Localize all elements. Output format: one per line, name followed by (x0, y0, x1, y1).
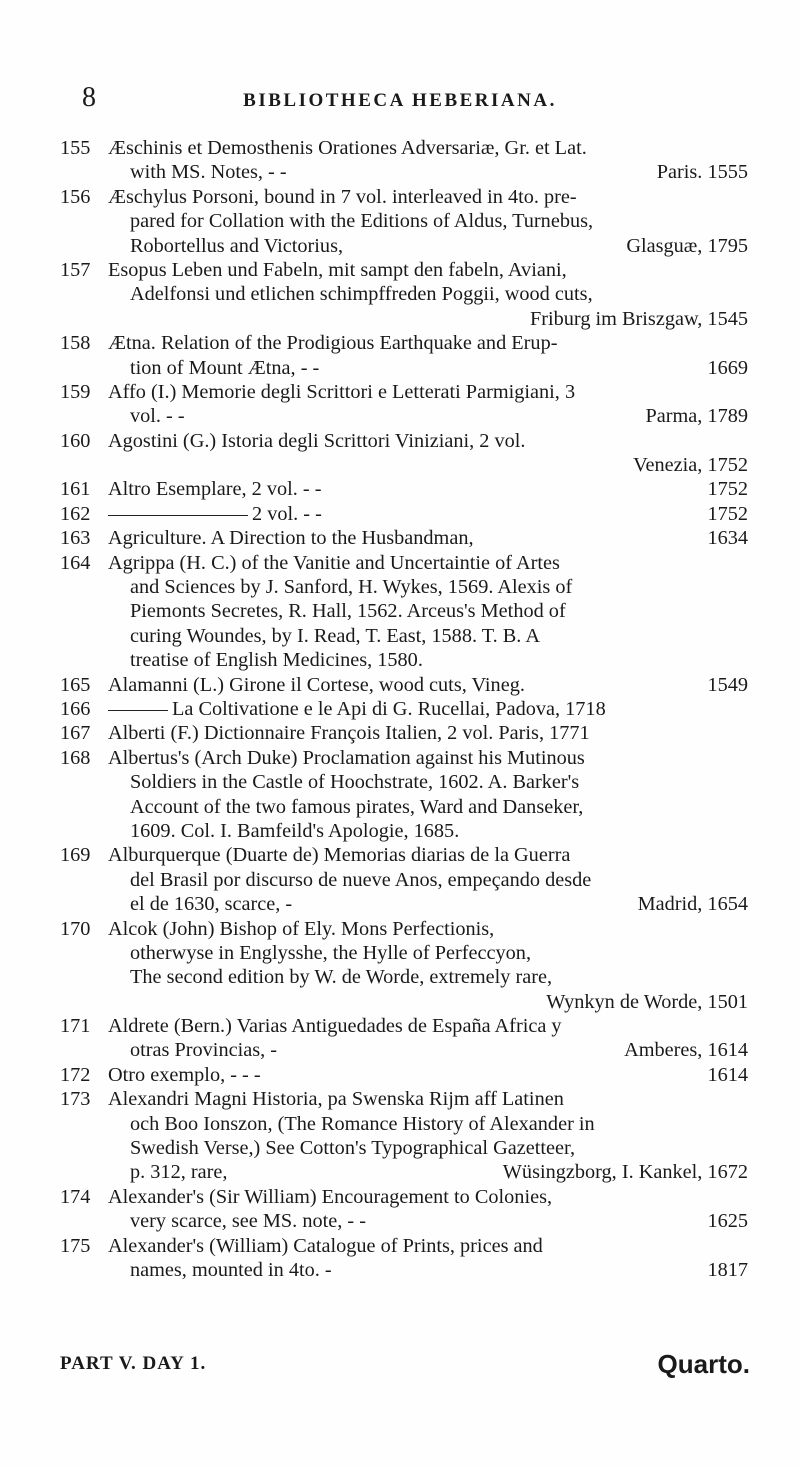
entry-line (108, 282, 748, 306)
entry-text: Esopus Leben und Fabeln, mit sampt den fabeln, Aviani, (108, 258, 567, 281)
entry-number: 159 (60, 380, 91, 403)
entry-line (108, 453, 748, 477)
entry-imprint: Wynkyn de Worde, 1501 (546, 990, 748, 1013)
catalogue-entry (60, 380, 748, 429)
entry-number: 158 (60, 332, 91, 355)
entry-text: Ætna. Relation of the Prodigious Earthquake and Erup- (108, 332, 558, 355)
catalogue-entry (60, 843, 748, 916)
entry-number: 163 (60, 527, 91, 550)
catalogue-entry (60, 1014, 748, 1063)
page-number: 8 (82, 82, 96, 113)
entry-line (108, 551, 748, 575)
entry-line (108, 819, 748, 843)
entry-imprint: 1752 (707, 478, 748, 501)
entry-text: Piemonts Secretes, R. Hall, 1562. Arceus's Method of (130, 600, 566, 623)
entry-number: 157 (60, 258, 91, 281)
entry-line (108, 258, 748, 282)
entry-line (108, 721, 748, 745)
entry-line (108, 1185, 748, 1209)
entry-line (108, 1234, 748, 1258)
entry-text: Alamanni (L.) Girone il Cortese, wood cuts, Vineg. (108, 673, 525, 696)
catalogue-entry (60, 1185, 748, 1234)
catalogue-entry (60, 136, 748, 185)
entry-text: Alberti (F.) Dictionnaire François Italien, 2 vol. Paris, 1771 (108, 722, 590, 745)
entry-line (108, 868, 748, 892)
entry-imprint: Venezia, 1752 (633, 454, 748, 477)
entry-imprint: Friburg im Briszgaw, 1545 (529, 307, 748, 330)
entry-line (108, 356, 748, 380)
entry-line (108, 697, 748, 721)
entry-line (108, 404, 748, 428)
entry-number: 172 (60, 1063, 91, 1086)
catalogue-entry (60, 746, 748, 844)
entry-text: treatise of English Medicines, 1580. (130, 649, 423, 672)
entry-line (108, 526, 748, 550)
entry-text: Soldiers in the Castle of Hoochstrate, 1602. A. Barker's (130, 771, 580, 794)
entry-imprint: 1614 (707, 1063, 748, 1086)
entry-line (108, 234, 748, 258)
entry-line (108, 843, 748, 867)
entry-number: 167 (60, 722, 91, 745)
entry-text: very scarce, see MS. note, - - (130, 1210, 366, 1233)
entry-imprint: 1634 (707, 527, 748, 550)
entry-text: Affo (I.) Memorie degli Scrittori e Letterati Parmigiani, 3 (108, 380, 576, 403)
entry-line (108, 917, 748, 941)
entry-text: Swedish Verse,) See Cotton's Typographical Gazetteer, (130, 1137, 576, 1160)
entry-number: 174 (60, 1185, 91, 1208)
entry-number: 161 (60, 478, 91, 501)
catalogue-entry (60, 697, 748, 721)
entry-line (108, 1136, 748, 1160)
catalogue-entry (60, 502, 748, 526)
entry-imprint: 1625 (707, 1210, 748, 1233)
entry-line (108, 185, 748, 209)
entry-number: 168 (60, 746, 91, 769)
entry-text: Robortellus and Victorius, (130, 234, 344, 257)
entry-number: 164 (60, 551, 91, 574)
entry-imprint: 1817 (707, 1258, 748, 1281)
entry-line (108, 599, 748, 623)
catalogue-entry (60, 331, 748, 380)
entry-line (108, 673, 748, 697)
entry-text: Aldrete (Bern.) Varias Antiguedades de España Africa y (108, 1015, 562, 1038)
entry-line (108, 746, 748, 770)
ditto-dash (108, 515, 248, 516)
entry-imprint: 1549 (707, 673, 748, 696)
entry-text: vol. - - (130, 405, 185, 428)
entry-line (108, 209, 748, 233)
catalogue-entry (60, 1234, 748, 1283)
entry-text: Adelfonsi und etlichen schimpffreden Poggii, wood cuts, (130, 283, 593, 306)
entry-line (108, 1014, 748, 1038)
entry-line (108, 1087, 748, 1111)
entry-line (108, 1063, 748, 1087)
entry-number: 171 (60, 1015, 91, 1038)
entry-line (108, 477, 748, 501)
catalogue-entry (60, 429, 748, 478)
entry-text: 1609. Col. I. Bamfeild's Apologie, 1685. (130, 819, 460, 842)
entry-number: 170 (60, 917, 91, 940)
entry-number: 155 (60, 137, 91, 159)
entry-text: Agriculture. A Direction to the Husbandman, (108, 527, 474, 550)
catalogue-entries (60, 136, 748, 1282)
entry-number: 156 (60, 185, 91, 208)
entry-line (108, 429, 748, 453)
entry-text: p. 312, rare, (130, 1161, 228, 1184)
entry-imprint: Madrid, 1654 (637, 893, 748, 916)
entry-line (108, 990, 748, 1014)
entry-text: el de 1630, scarce, - (130, 893, 293, 916)
entry-text: otras Provincias, - (130, 1039, 278, 1062)
catalogue-entry (60, 1063, 748, 1087)
entry-text: The second edition by W. de Worde, extremely rare, (130, 966, 553, 989)
entry-line (108, 502, 748, 526)
entry-line (108, 965, 748, 989)
entry-line (108, 1209, 748, 1233)
entry-imprint: Amberes, 1614 (624, 1039, 748, 1062)
catalogue-entry (60, 917, 748, 1015)
entry-line (108, 160, 748, 184)
entry-text: 2 vol. - - (252, 502, 322, 525)
entry-text: Altro Esemplare, 2 vol. - - (108, 478, 322, 501)
entry-imprint: Glasguæ, 1795 (626, 234, 748, 257)
entry-text: curing Woundes, by I. Read, T. East, 1588. T. B. A (130, 624, 540, 647)
entry-number: 173 (60, 1088, 91, 1111)
ditto-dash (108, 710, 168, 711)
entry-text: Alburquerque (Duarte de) Memorias diarias de la Guerra (108, 844, 571, 867)
entry-number: 175 (60, 1234, 91, 1257)
entry-number: 166 (60, 697, 91, 720)
entry-text: Albertus's (Arch Duke) Proclamation against his Mutinous (108, 746, 585, 769)
catalogue-entry (60, 721, 748, 745)
entry-line (108, 331, 748, 355)
catalogue-entry (60, 477, 748, 501)
running-header: BIBLIOTHECA HEBERIANA. (243, 90, 557, 111)
entry-text: La Coltivatione e le Api di G. Rucellai, Padova, 1718 (172, 697, 606, 720)
entry-line (108, 575, 748, 599)
entry-text: Otro exemplo, - - - (108, 1063, 261, 1086)
entry-number: 169 (60, 844, 91, 867)
entry-line (108, 380, 748, 404)
entry-line (108, 624, 748, 648)
catalogue-entry (60, 258, 748, 331)
entry-text: tion of Mount Ætna, - - (130, 356, 320, 379)
catalogue-entry (60, 673, 748, 697)
entry-line (108, 1258, 748, 1282)
catalogue-entry (60, 526, 748, 550)
entry-text: Agostini (G.) Istoria degli Scrittori Viniziani, 2 vol. (108, 429, 526, 452)
entry-line (108, 1160, 748, 1184)
entry-number: 160 (60, 429, 91, 452)
entry-text: and Sciences by J. Sanford, H. Wykes, 1569. Alexis of (130, 576, 573, 599)
entry-text: Alexander's (Sir William) Encouragement to Colonies, (108, 1185, 553, 1208)
entry-line (108, 795, 748, 819)
footer-format-label: Quarto. (657, 1349, 750, 1379)
entry-text: names, mounted in 4to. - (130, 1258, 332, 1281)
entry-line (108, 136, 748, 160)
catalogue-entry (60, 185, 748, 258)
entry-line (108, 941, 748, 965)
entry-text: del Brasil por discurso de nueve Anos, empeçando desde (130, 868, 592, 891)
entry-text: Alexandri Magni Historia, pa Swenska Rijm aff Latinen (108, 1088, 564, 1111)
entry-number: 165 (60, 673, 91, 696)
entry-line (108, 1038, 748, 1062)
page-footer (60, 1349, 750, 1383)
entry-text: Account of the two famous pirates, Ward and Danseker, (130, 795, 584, 818)
entry-line (108, 1112, 748, 1136)
entry-text: Æschylus Porsoni, bound in 7 vol. interleaved in 4to. pre- (108, 185, 577, 208)
entry-imprint: Wüsingzborg, I. Kankel, 1672 (502, 1161, 748, 1184)
footer-part-label: PART V. DAY 1. (60, 1353, 207, 1374)
entry-imprint: Paris. 1555 (656, 161, 748, 184)
entry-text: Æschinis et Demosthenis Orationes Adversariæ, Gr. et Lat. (108, 137, 587, 159)
entry-text: Alexander's (William) Catalogue of Prints, prices and (108, 1234, 543, 1257)
entry-line (108, 770, 748, 794)
entry-imprint: Parma, 1789 (645, 405, 748, 428)
entry-text: Alcok (John) Bishop of Ely. Mons Perfectionis, (108, 917, 495, 940)
catalogue-entry (60, 1087, 748, 1185)
entry-line (108, 648, 748, 672)
entry-imprint: 1669 (707, 356, 748, 379)
entry-imprint: 1752 (707, 502, 748, 525)
entry-text: with MS. Notes, - - (130, 161, 287, 184)
entry-number: 162 (60, 502, 91, 525)
entry-text: Agrippa (H. C.) of the Vanitie and Uncertaintie of Artes (108, 551, 560, 574)
entry-text: otherwyse in Englysshe, the Hylle of Perfeccyon, (130, 941, 532, 964)
entry-line (108, 892, 748, 916)
entry-text: pared for Collation with the Editions of Aldus, Turnebus, (130, 210, 594, 233)
catalogue-entry (60, 551, 748, 673)
entry-text: och Boo Ionszon, (The Romance History of Alexander in (130, 1112, 595, 1135)
entry-line (108, 307, 748, 331)
